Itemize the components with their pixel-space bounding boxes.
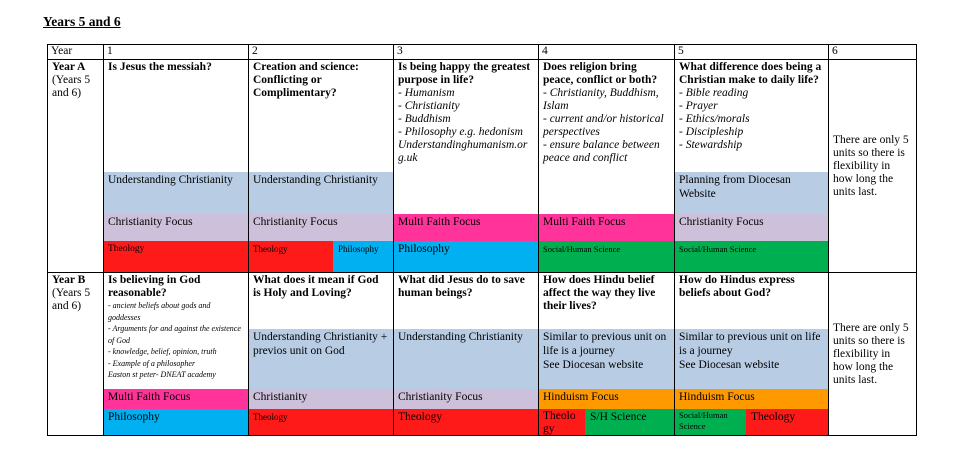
unit-item: - ancient beliefs about gods and goddesses [108,301,211,322]
year-a-focus-5: Christianity Focus [674,214,828,241]
band-line: See Diocesan website [679,359,780,371]
year-a-strand-4: Social/Human Science [538,241,674,272]
unit-question: What did Jesus do to save human beings? [398,274,525,299]
header-col-2: 2 [252,45,258,57]
year-a-unit-1 [103,60,248,172]
year-b-unit-3 [393,273,538,329]
year-a-band-understanding-2: Understanding Christianity [248,172,393,214]
year-b-focus-5: Hinduism Focus [674,389,828,409]
year-b-band-understanding-1: Understanding Christianity + previos unit on God [248,329,393,389]
grid-line [47,44,48,436]
unit-item: - ensure balance between peace and conflict [543,139,660,164]
unit-item: - current and/or historical perspectives [543,113,664,138]
unit-item: - Example of a philosopher [108,358,196,368]
unit-question: How do Hindus express beliefs about God? [679,274,795,299]
unit-item: Easton st peter- DNEAT academy [108,370,216,379]
year-a-band-planning: Planning from Diocesan Website [674,172,828,214]
grid-line [916,44,917,436]
band-line: Similar to previous unit on life is a journey [679,331,821,357]
year-b-band-understanding-2: Understanding Christianity [393,329,538,389]
year-b-unit-4 [538,273,674,329]
header-year: Year [51,45,73,57]
grid-line [47,44,917,45]
unit-item: - Philosophy e.g. hedonism [398,126,523,138]
unit-item: - Stewardship [679,139,743,151]
grid-line [828,44,829,436]
year-a-label-cell [47,60,103,272]
unit-question: How does Hindu belief affect the way they live their lives? [543,274,656,312]
year-b-unit-5 [674,273,828,329]
year-a-unit-5 [674,60,828,172]
year-a-focus-1: Christianity Focus [103,214,248,241]
header-col-4: 4 [542,45,548,57]
year-b-strand-5a: Social/Human Science [674,409,746,435]
year-a-unit-2 [248,60,393,172]
unit-item: - knowledge, belief, opinion, truth [108,347,217,356]
year-a-unit-3 [393,60,538,212]
grid-line [47,272,917,273]
header-col-6: 6 [832,45,838,57]
header-col-3: 3 [397,45,403,57]
year-a-unit-4 [538,60,674,212]
band-line: Similar to previous unit on life is a journey [543,331,667,357]
unit-item: - Humanism [398,87,455,99]
unit-item: - Bible reading [679,87,749,99]
unit-item: - Arguments for and against the existence of God [108,324,241,345]
year-b-note [828,273,916,435]
year-a-focus-4: Multi Faith Focus [538,214,674,241]
unit-question: Is being happy the greatest purpose in life? [398,61,531,86]
band-line: See Diocesan website [543,359,644,371]
year-b-unit-1 [103,273,248,389]
header-col-5: 5 [678,45,684,57]
year-b-strand-1: Philosophy [103,409,248,435]
unit-item: - Christianity, Buddhism, Islam [543,87,659,112]
grid-line [674,44,675,436]
unit-item: - Buddhism [398,113,451,125]
note-text: There are only 5 units so there is flexibility in how long the units last. [833,133,909,198]
year-b-label-cell [47,273,103,435]
year-b-band-similar-2 [674,329,828,389]
unit-item: Understandinghumanism.or g.uk [398,139,528,164]
year-b-strand-3: Theology [393,409,538,435]
header-col-1: 1 [107,45,113,57]
unit-question: What difference does being a Christian make to daily life? [679,61,822,86]
unit-question: Does religion bring peace, conflict or both? [543,61,658,86]
year-b-strand-2: Theology [248,409,393,435]
unit-item: - Prayer [679,100,718,112]
grid-line [47,59,917,60]
year-a-label: Year A [52,61,86,73]
year-b-sub: (Years 5 and 6) [52,287,91,312]
year-a-focus-3: Multi Faith Focus [393,214,538,241]
year-a-strand-2b: Philosophy [333,241,393,272]
year-b-strand-4a: Theolo gy [538,409,585,435]
grid-line [393,44,394,436]
year-a-strand-3: Philosophy [393,241,538,272]
unit-question: Is believing in God reasonable? [108,274,201,299]
note-text: There are only 5 units so there is flexibility in how long the units last. [833,321,909,386]
year-b-focus-1: Multi Faith Focus [103,389,248,409]
unit-item: - Ethics/morals [679,113,750,125]
grid-line [538,44,539,436]
grid-line [248,44,249,436]
year-b-focus-4: Hinduism Focus [538,389,674,409]
year-b-focus-2: Christianity [248,389,393,409]
year-b-focus-3: Christianity Focus [393,389,538,409]
year-a-strand-5: Social/Human Science [674,241,828,272]
year-a-sub: (Years 5 and 6) [52,74,91,99]
year-a-band-understanding-1: Understanding Christianity [103,172,248,214]
grid-line [47,435,917,436]
grid-line [103,44,104,436]
year-a-note [828,60,916,272]
year-b-unit-2 [248,273,393,329]
year-b-label: Year B [52,274,86,286]
year-a-focus-2: Christianity Focus [248,214,393,241]
year-b-strand-5b: Theology [746,409,828,435]
unit-item: - Christianity [398,100,460,112]
unit-item: - Discipleship [679,126,744,138]
year-a-strand-2a: Theology [248,241,333,272]
unit-question: What does it mean if God is Holy and Loving? [253,274,379,299]
unit-question: Is Jesus the messiah? [108,61,212,73]
year-a-strand-1: Theology [103,241,248,272]
year-b-strand-4b: S/H Science [585,409,674,435]
year-b-band-similar-1 [538,329,674,389]
page-title: Years 5 and 6 [43,14,121,29]
unit-question: Creation and science: Conflicting or Complimentary? [253,61,359,99]
